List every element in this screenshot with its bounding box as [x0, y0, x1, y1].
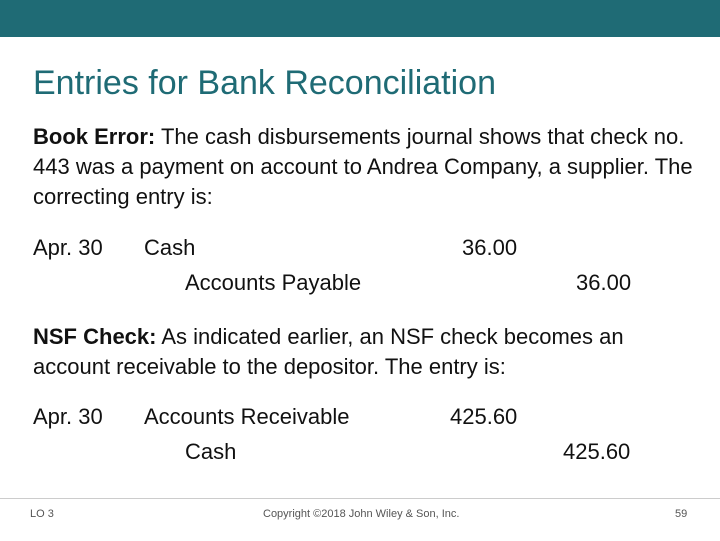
nsf-check-text: As indicated earlier, an NSF check becomes an account receivable to the depositor. The entry is:	[33, 324, 624, 379]
entry1-credit-amount: 36.00	[576, 270, 632, 295]
entry2-credit-account: Cash	[185, 439, 237, 464]
book-error-label: Book Error:	[33, 124, 156, 149]
slide-title: Entries for Bank Reconciliation	[33, 64, 497, 102]
entry2-debit-account: Accounts Receivable	[144, 404, 350, 429]
page-number: 59	[675, 508, 688, 520]
entry1-debit-account: Cash	[144, 235, 196, 260]
learning-objective-label: LO 3	[30, 508, 54, 520]
entry1-date: Apr. 30	[33, 235, 103, 260]
book-error-paragraph	[33, 122, 693, 212]
header-bar	[0, 0, 720, 37]
nsf-check-paragraph	[33, 322, 693, 382]
nsf-check-label: NSF Check:	[33, 324, 157, 349]
entry1-credit-account: Accounts Payable	[185, 270, 362, 295]
book-error-text: The cash disbursements journal shows that check no. 443 was a payment on account to Andrea Company, a supplier. The correcting entry is:	[33, 124, 693, 209]
entry2-debit-amount: 425.60	[450, 404, 518, 429]
entry2-credit-amount: 425.60	[563, 439, 631, 464]
entry1-debit-amount: 36.00	[462, 235, 518, 260]
entry2-date: Apr. 30	[33, 404, 103, 429]
copyright-text: Copyright ©2018 John Wiley & Son, Inc.	[263, 508, 460, 520]
